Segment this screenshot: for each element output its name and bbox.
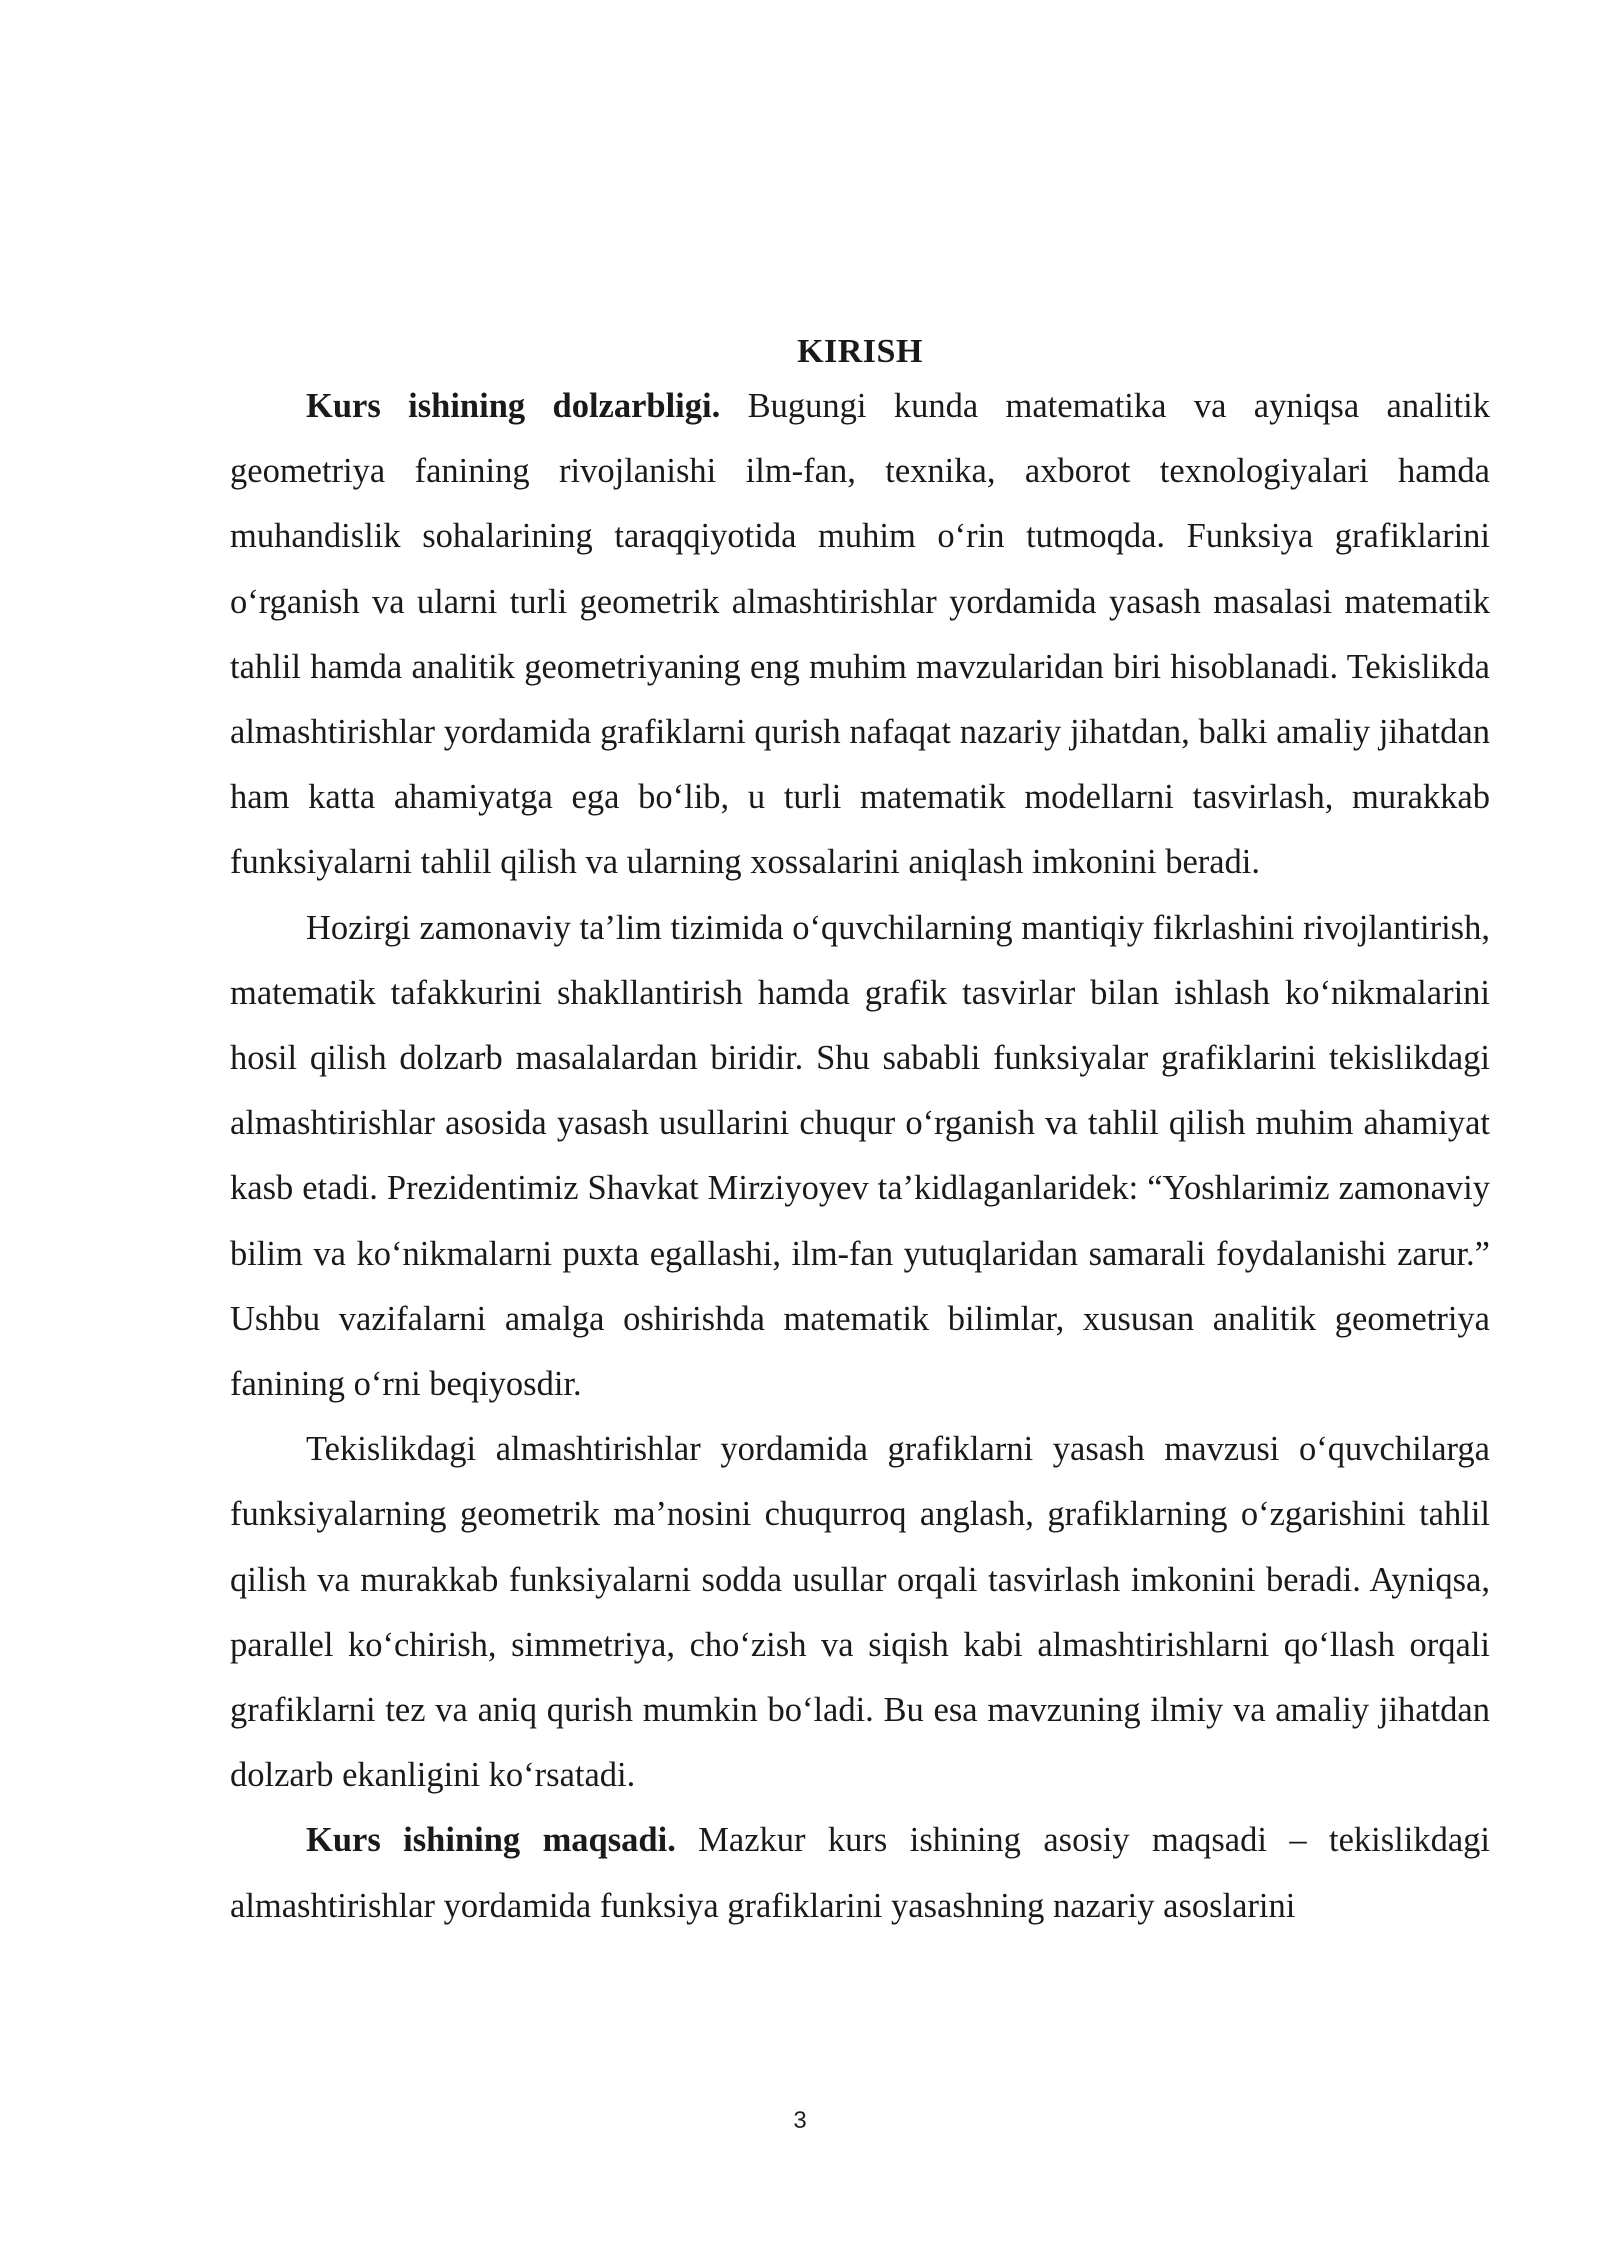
paragraph-lead: Kurs ishining dolzarbligi. <box>306 387 721 425</box>
paragraph-text: Bugungi kunda matematika va ayniqsa analitik geometriya fanining rivojlanishi ilm-fan, texnika, axborot texnologiyalari hamda muhandislik sohalarining taraqqiyotida muhim o‘rin tutmoqda. Funksiya grafiklarini o‘rganish va ularni turli geometrik almashtirishlar yordamida yasash masalasi matematik tahlil hamda analitik geometriyaning eng muhim mavzularidan biri hisoblanadi. Tekislikda almashtirishlar yordamida grafiklarni qurish nafaqat nazariy jihatdan, balki amaliy jihatdan ham katta ahamiyatga ega bo‘lib, u turli matematik modellarni tasvirlash, murakkab funksiyalarni tahlil qilish va ularning xossalarini aniqlash imkonini beradi. <box>230 387 1490 882</box>
paragraph-text: Mazkur kurs ishining asosiy maqsadi – tekislikdagi almashtirishlar yordamida funksiya grafiklarini yasashning nazariy asoslarini <box>230 1821 1490 1925</box>
paragraph-goal <box>230 1808 1490 1938</box>
paragraph-education <box>230 896 1490 1418</box>
page-body <box>230 330 1490 1939</box>
page-number: 3 <box>793 2107 807 2134</box>
paragraph-text: Tekislikdagi almashtirishlar yordamida grafiklarni yasash mavzusi o‘quvchilarga funksiyalarning geometrik ma’nosini chuqurroq anglash, grafiklarning o‘zgarishini tahlil qilish va murakkab funksiyalarni sodda usullar orqali tasvirlash imkonini beradi. Ayniqsa, parallel ko‘chirish, simmetriya, cho‘zish va siqish kabi almashtirishlarni qo‘llash orqali grafiklarni tez va aniq qurish mumkin bo‘ladi. Bu esa mavzuning ilmiy va amaliy jihatdan dolzarb ekanligini ko‘rsatadi. <box>230 1430 1490 1795</box>
paragraph-text: Hozirgi zamonaviy ta’lim tizimida o‘quvchilarning mantiqiy fikrlashini rivojlantirish, matematik tafakkurini shakllantirish hamda grafik tasvirlar bilan ishlash ko‘nikmalarini hosil qilish dolzarb masalalardan biridir. Shu sababli funksiyalar grafiklarini tekislikdagi almashtirishlar asosida yasash usullarini chuqur o‘rganish va tahlil qilish muhim ahamiyat kasb etadi. Prezidentimiz Shavkat Mirziyoyev ta’kidlaganlaridek: “Yoshlarimiz zamonaviy bilim va ko‘nikmalarni puxta egallashi, ilm-fan yutuqlaridan samarali foydalanishi zarur.” Ushbu vazifalarni amalga oshirishda matematik bilimlar, xususan analitik geometriya fanining o‘rni beqiyosdir. <box>230 908 1490 1404</box>
paragraph-relevance <box>230 374 1490 896</box>
section-heading: KIRISH <box>797 333 923 370</box>
paragraph-lead: Kurs ishining maqsadi. <box>306 1821 676 1860</box>
paragraph-transformations <box>230 1417 1490 1808</box>
